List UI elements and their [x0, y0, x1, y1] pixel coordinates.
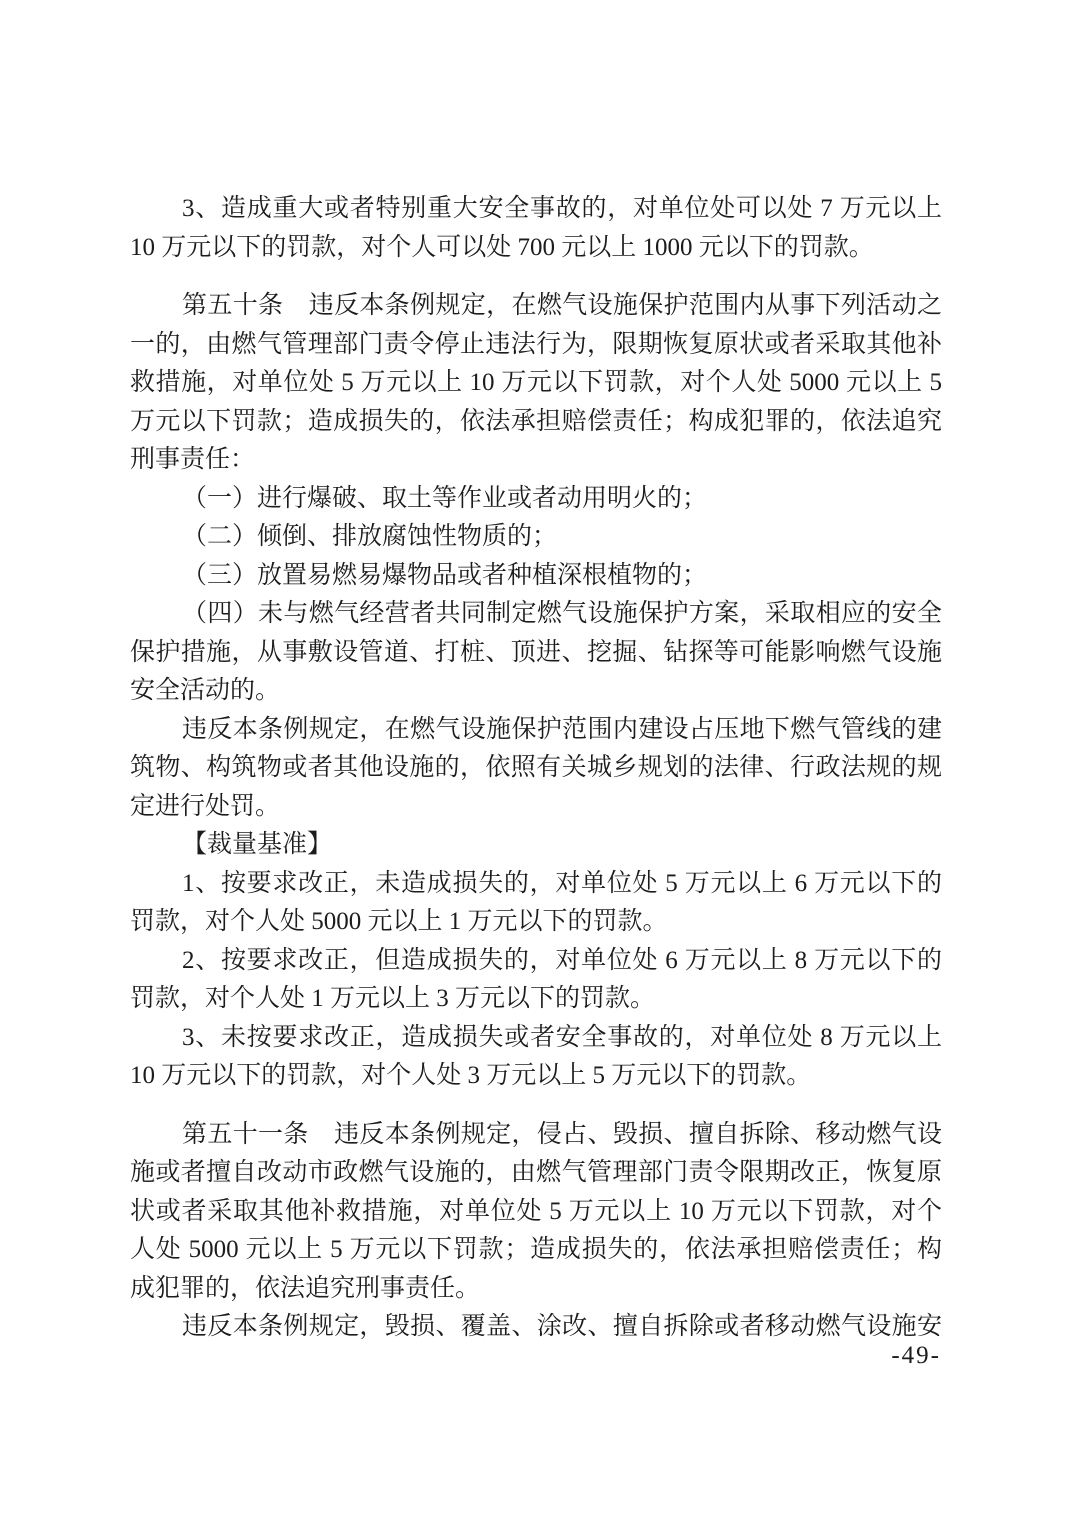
paragraph-article-50-item-1: [130, 480, 942, 519]
text-line: 状或者采取其他补救措施，对单位处 5 万元以上 10 万元以下罚款，对个: [130, 1197, 942, 1225]
paragraph-penalty-item-3-prev-article: [130, 190, 942, 267]
text-column: [130, 190, 942, 1347]
paragraph-discretion-basis-heading: [130, 826, 942, 865]
text-line: 万元以下罚款；造成损失的，依法承担赔偿责任；构成犯罪的，依法追究: [130, 407, 942, 435]
text-line: 保护措施，从事敷设管道、打桩、顶进、挖掘、钻探等可能影响燃气设施: [130, 638, 942, 666]
text-line: 1、按要求改正，未造成损失的，对单位处 5 万元以上 6 万元以下的: [182, 869, 942, 897]
text-line: （四）未与燃气经营者共同制定燃气设施保护方案，采取相应的安全: [182, 600, 942, 627]
paragraph-article-50: [130, 287, 942, 480]
text-line: 刑事责任：: [130, 446, 256, 473]
text-line: 人处 5000 元以上 5 万元以下罚款；造成损失的，依法承担赔偿责任；构: [130, 1236, 942, 1263]
text-line: 第五十一条 违反本条例规定，侵占、毁损、擅自拆除、移动燃气设: [182, 1120, 942, 1148]
text-line: 3、未按要求改正，造成损失或者安全事故的，对单位处 8 万元以上: [182, 1023, 942, 1051]
text-line: 罚款，对个人处 1 万元以上 3 万元以下的罚款。: [130, 985, 656, 1012]
text-line: 罚款，对个人处 5000 元以上 1 万元以下的罚款。: [130, 908, 668, 935]
text-line: 【裁量基准】: [182, 831, 333, 858]
text-line: 第五十条 违反本条例规定，在燃气设施保护范围内从事下列活动之: [182, 292, 942, 319]
paragraph-article-51-para-2: [130, 1308, 942, 1347]
text-line: 筑物、构筑物或者其他设施的，依照有关城乡规划的法律、行政法规的规: [130, 754, 942, 781]
text-line: 违反本条例规定，在燃气设施保护范围内建设占压地下燃气管线的建: [182, 715, 942, 743]
text-line: （一）进行爆破、取土等作业或者动用明火的；: [182, 484, 708, 512]
text-line: （三）放置易燃易爆物品或者种植深根植物的；: [182, 561, 708, 589]
text-line: 定进行处罚。: [130, 792, 281, 820]
paragraph-discretion-item-1: [130, 865, 942, 942]
text-line: （二）倾倒、排放腐蚀性物质的；: [182, 523, 558, 550]
paragraph-article-50-item-4: [130, 595, 942, 711]
paragraph-article-51: [130, 1116, 942, 1309]
text-line: 10 万元以下的罚款，对个人处 3 万元以上 5 万元以下的罚款。: [130, 1062, 812, 1089]
page-number: -49-: [891, 1342, 941, 1369]
text-line: 违反本条例规定，毁损、覆盖、涂改、擅自拆除或者移动燃气设施安: [182, 1313, 942, 1340]
text-line: 施或者擅自改动市政燃气设施的，由燃气管理部门责令限期改正，恢复原: [130, 1159, 942, 1186]
text-line: 一的，由燃气管理部门责令停止违法行为，限期恢复原状或者采取其他补: [130, 330, 942, 358]
text-line: 成犯罪的，依法追究刑事责任。: [130, 1274, 481, 1302]
text-line: 3、造成重大或者特别重大安全事故的，对单位处可以处 7 万元以上: [182, 195, 942, 222]
text-line: 救措施，对单位处 5 万元以上 10 万元以下罚款，对个人处 5000 元以上 5: [130, 369, 942, 396]
paragraph-article-50-para-2: [130, 711, 942, 827]
paragraph-article-50-item-2: [130, 518, 942, 557]
text-line: 2、按要求改正，但造成损失的，对单位处 6 万元以上 8 万元以下的: [182, 946, 942, 974]
text-line: 安全活动的。: [130, 677, 281, 704]
paragraph-article-50-item-3: [130, 557, 942, 596]
text-line: 10 万元以下的罚款，对个人可以处 700 元以上 1000 元以下的罚款。: [130, 233, 874, 261]
paragraph-discretion-item-3: [130, 1019, 942, 1096]
paragraph-discretion-item-2: [130, 942, 942, 1019]
